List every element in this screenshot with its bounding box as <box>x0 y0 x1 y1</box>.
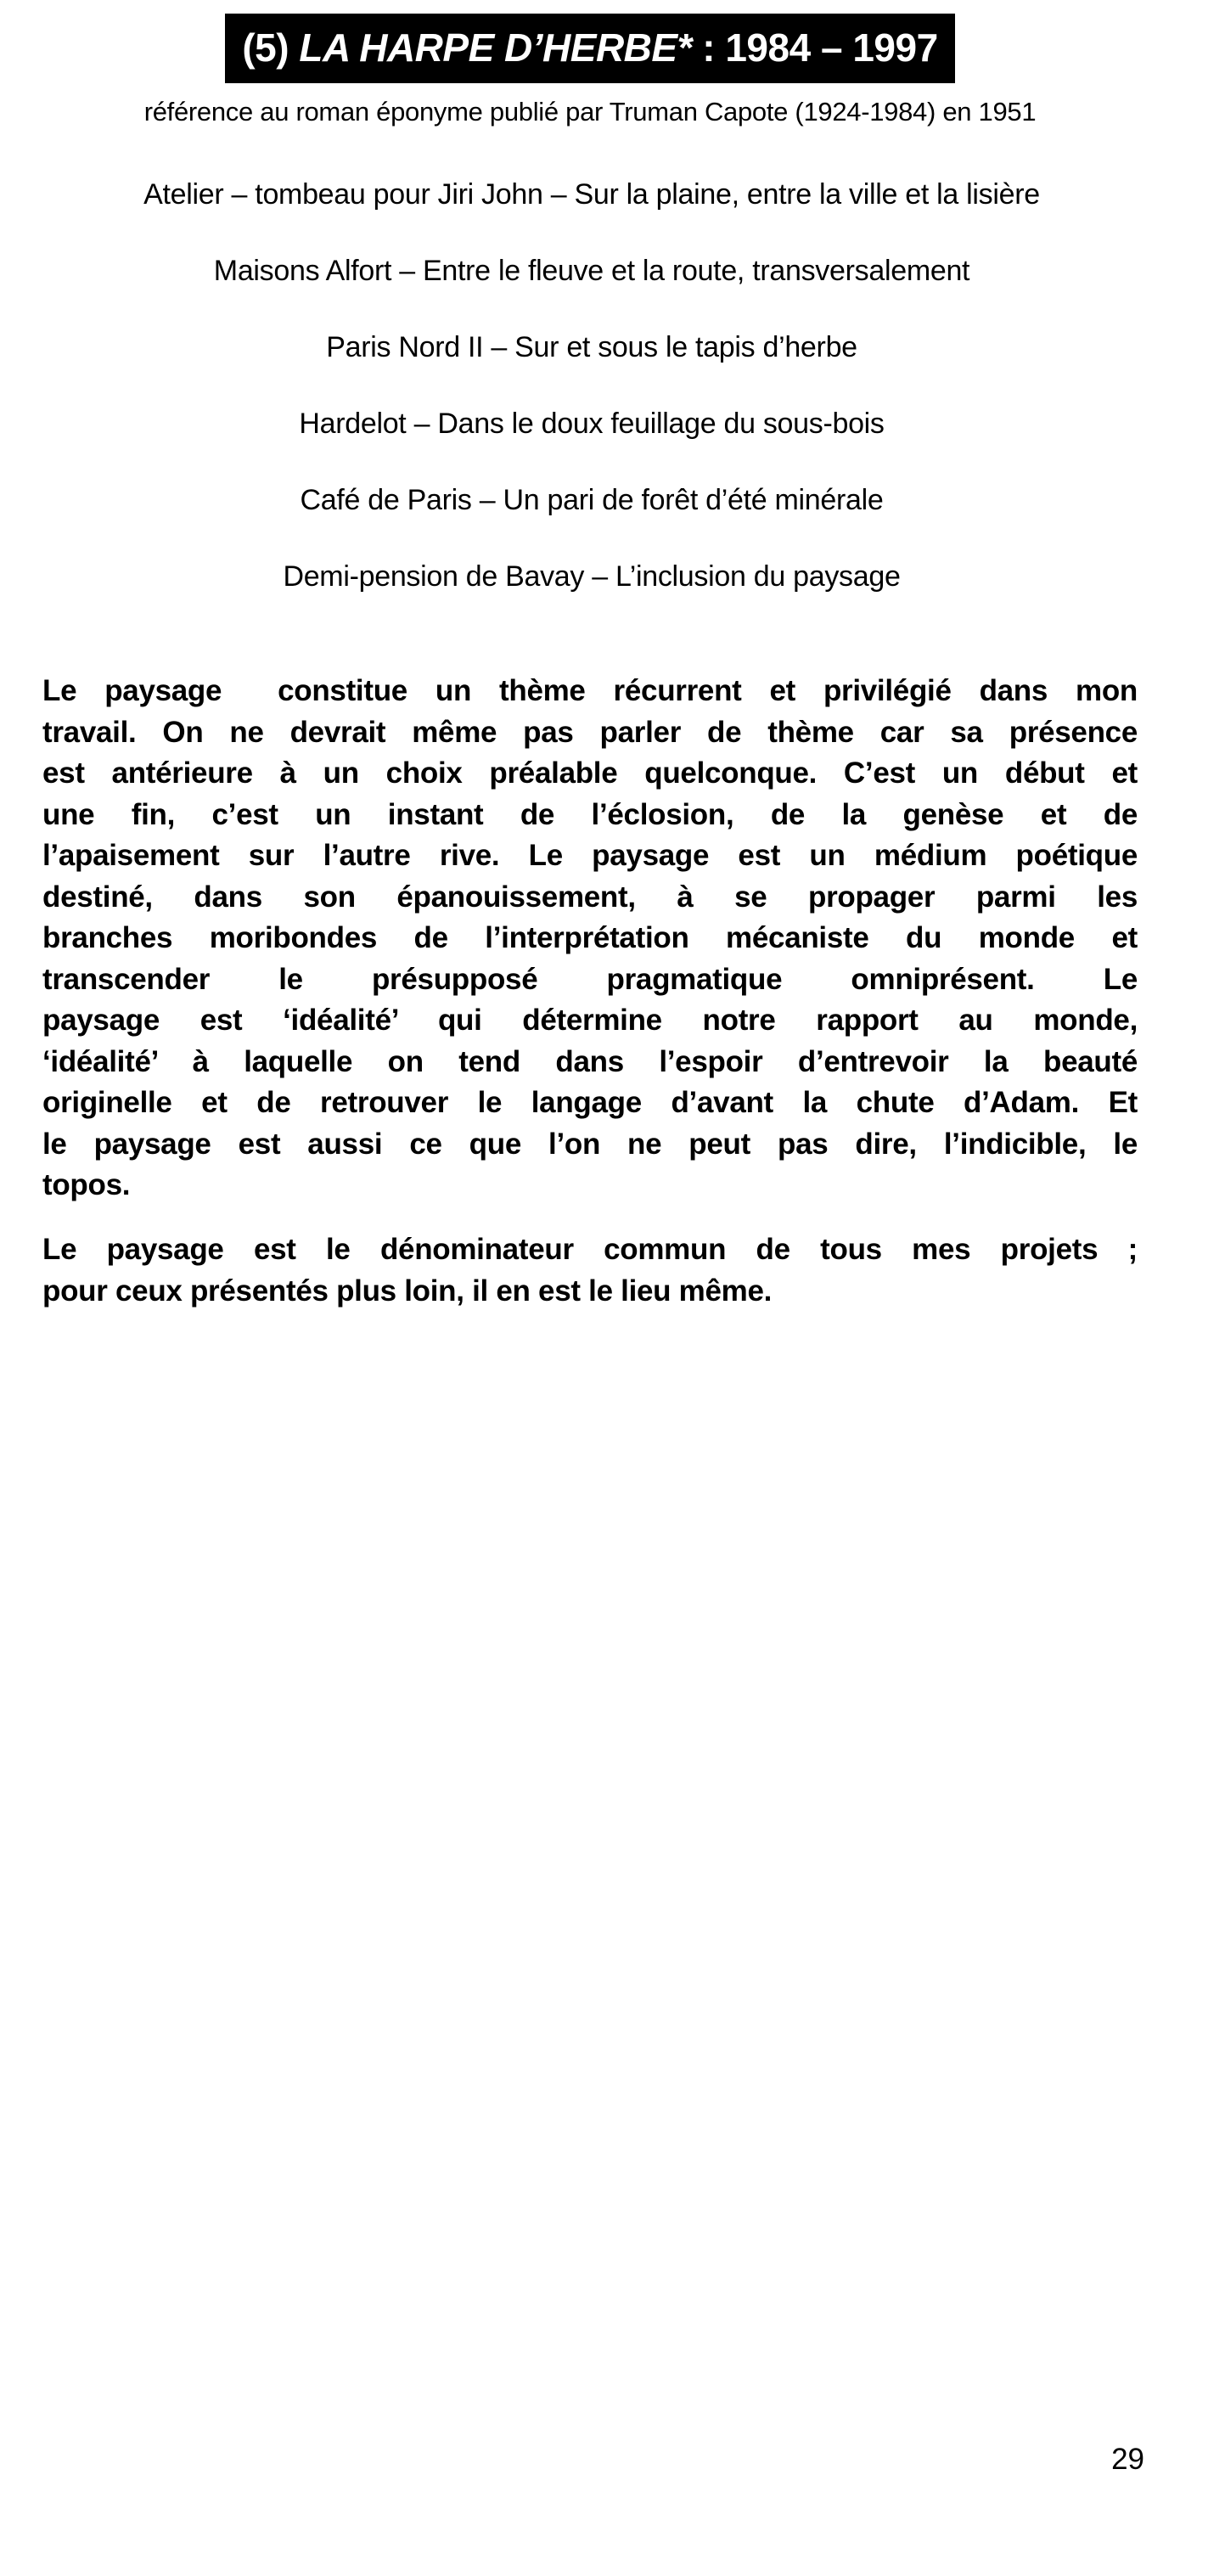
paragraph-line: ‘idéalité’ à laquelle on tend dans l’espoir d’entrevoir la beauté <box>42 1044 1138 1078</box>
paragraph-line: pour ceux présentés plus loin, il en est le lieu même. <box>42 1274 773 1308</box>
section-title <box>225 14 954 83</box>
paragraph-line: destiné, dans son épanouissement, à se propager parmi les <box>42 880 1138 914</box>
paragraph-line: une fin, c’est un instant de l’éclosion, de la genèse et de <box>42 797 1138 831</box>
project-list-item: Café de Paris – Un pari de forêt d’été minérale <box>300 484 884 516</box>
section-title-number: (5) <box>242 25 300 70</box>
title-row <box>42 14 1138 83</box>
project-list-item: Hardelot – Dans le doux feuillage du sous-bois <box>299 408 885 440</box>
paragraph-line: topos. <box>42 1168 131 1201</box>
paragraph-line: est antérieure à un choix préalable quelconque. C’est un début et <box>42 756 1138 790</box>
project-list <box>65 175 1118 633</box>
paragraph-common-denominator <box>42 1229 1138 1312</box>
project-list-item: Paris Nord II – Sur et sous le tapis d’herbe <box>326 331 857 363</box>
subtitle-reference: référence au roman éponyme publié par Truman Capote (1924-1984) en 1951 <box>143 97 1037 127</box>
paragraph-line: l’apaisement sur l’autre rive. Le paysage est un médium poétique <box>42 839 1138 872</box>
page-number: 29 <box>1111 2443 1144 2476</box>
project-list-item: Maisons Alfort – Entre le fleuve et la route, transversalement <box>213 255 970 287</box>
paragraph-line: Le paysage constitue un thème récurrent et privilégié dans mon <box>42 674 1138 707</box>
project-list-item: Atelier – tombeau pour Jiri John – Sur la plaine, entre la ville et la lisière <box>143 178 1040 211</box>
section-title-name: LA HARPE D’HERBE* <box>299 25 692 70</box>
paragraph-line: originelle et de retrouver le langage d’avant la chute d’Adam. Et <box>42 1086 1138 1119</box>
paragraph-line: travail. On ne devrait même pas parler de thème car sa présence <box>42 715 1138 749</box>
section-title-dates: : 1984 – 1997 <box>691 25 938 70</box>
paragraph-line: transcender le présupposé pragmatique omniprésent. Le <box>42 962 1138 996</box>
project-list-item: Demi-pension de Bavay – L’inclusion du paysage <box>283 560 901 593</box>
paragraph-landscape-theme <box>42 671 1138 1206</box>
paragraph-line: branches moribondes de l’interprétation mécaniste du monde et <box>42 921 1138 954</box>
paragraph-line: paysage est ‘idéalité’ qui détermine notre rapport au monde, <box>42 1004 1138 1037</box>
paragraph-line: Le paysage est le dénominateur commun de tous mes projets ; <box>42 1233 1138 1266</box>
paragraph-line: le paysage est aussi ce que l’on ne peut pas dire, l’indicible, le <box>42 1127 1138 1161</box>
